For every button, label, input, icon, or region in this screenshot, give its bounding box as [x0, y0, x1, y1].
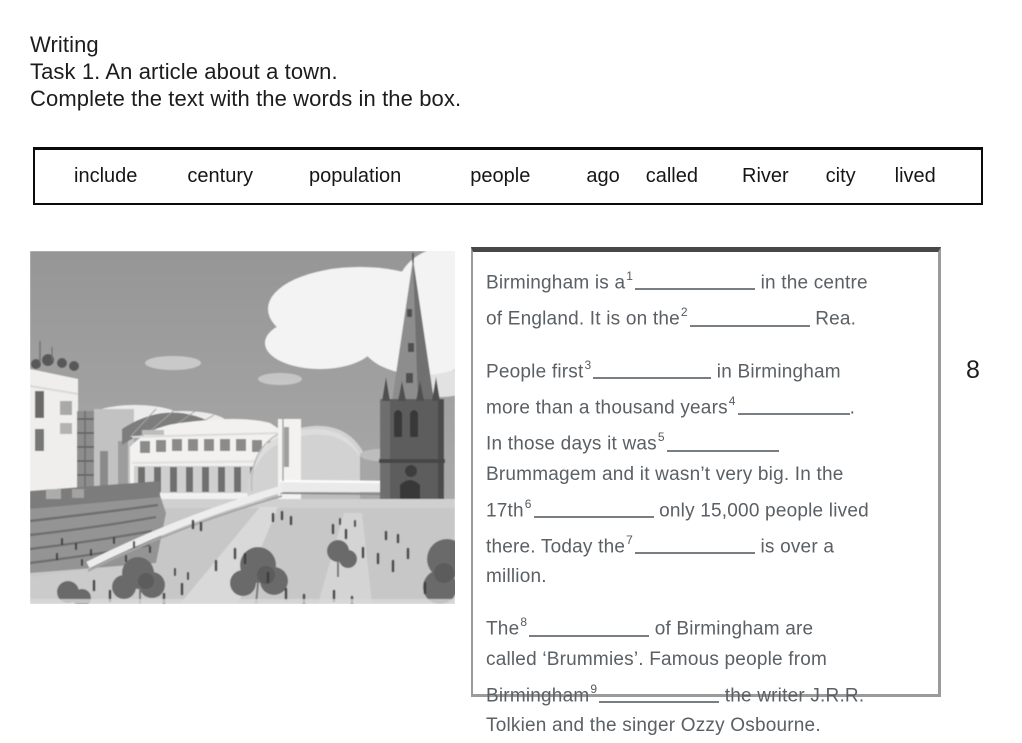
- passage-text: of Birmingham are: [649, 618, 814, 640]
- passage-text: the writer J.R.R.: [719, 684, 865, 706]
- passage-text: only 15,000 people lived: [653, 499, 869, 521]
- passage-line: [486, 711, 928, 741]
- paragraph-gap: [486, 592, 928, 608]
- blank-number: 5: [657, 430, 665, 445]
- passage-line: [486, 490, 928, 526]
- passage-text: .: [849, 397, 856, 419]
- blank-number: 3: [584, 357, 592, 372]
- passage-line: [486, 423, 928, 459]
- blank-number: 8: [520, 615, 528, 630]
- blank-5[interactable]: [667, 438, 779, 452]
- blank-8[interactable]: [529, 623, 649, 637]
- city-photo-illustration: [30, 251, 455, 604]
- passage-text: there. Today the: [486, 536, 626, 558]
- birmingham-city-photo: [30, 251, 455, 604]
- blank-2[interactable]: [690, 313, 810, 327]
- passage: [486, 262, 928, 741]
- worksheet-header: [30, 31, 461, 112]
- passage-line: [486, 460, 928, 490]
- passage-text: called ‘Brummies’. Famous people from: [486, 648, 828, 670]
- gap-fill-passage-panel: [471, 247, 941, 736]
- score-badge: 8: [966, 356, 980, 384]
- page-title: Writing: [30, 32, 99, 57]
- passage-line: [486, 298, 928, 334]
- word-bank-box: [33, 147, 983, 205]
- passage-line: [486, 387, 928, 423]
- passage-text: In those days it was: [486, 433, 657, 455]
- word-option[interactable]: called: [645, 165, 698, 187]
- blank-1[interactable]: [635, 276, 755, 290]
- blank-number: 7: [626, 532, 633, 547]
- passage-text: Brummagem and it wasn’t very big. In the: [486, 463, 844, 485]
- paragraph-gap: [486, 335, 928, 351]
- passage-text: Birmingham: [486, 684, 590, 706]
- passage-text: Rea.: [809, 308, 857, 330]
- passage-line: [486, 262, 928, 298]
- passage-line: [486, 526, 928, 562]
- blank-7[interactable]: [635, 540, 755, 554]
- word-option[interactable]: lived: [894, 165, 936, 187]
- blank-6[interactable]: [534, 504, 654, 518]
- word-option[interactable]: city: [825, 165, 856, 187]
- passage-text: People first: [486, 360, 584, 382]
- passage-text: of England. It is on the: [486, 308, 680, 330]
- blank-number: 6: [524, 496, 532, 511]
- blank-number: 2: [680, 305, 688, 320]
- passage-line: [486, 351, 928, 387]
- passage-text: Tolkien and the singer Ozzy Osbourne.: [486, 714, 821, 736]
- passage-line: [486, 675, 928, 711]
- word-option[interactable]: ago: [586, 165, 620, 187]
- passage-line: [486, 645, 928, 675]
- window-row: [140, 439, 278, 453]
- word-option[interactable]: century: [187, 165, 253, 187]
- left-building: [30, 339, 79, 501]
- passage-text: in the centre: [755, 272, 868, 294]
- blank-3[interactable]: [593, 365, 711, 379]
- passage-text: Birmingham is a: [486, 272, 626, 294]
- blank-9[interactable]: [599, 689, 719, 703]
- passage-text: in Birmingham: [711, 360, 841, 382]
- passage-line: [486, 608, 928, 644]
- word-option[interactable]: people: [470, 165, 531, 187]
- passage-text: million.: [486, 566, 547, 588]
- word-option[interactable]: population: [308, 165, 402, 187]
- passage-text: 17th: [486, 499, 524, 521]
- passage-text: The: [486, 618, 520, 640]
- task-instruction: Complete the text with the words in the box.: [30, 86, 462, 111]
- word-option[interactable]: River: [742, 165, 789, 187]
- blank-number: 4: [728, 393, 736, 408]
- blank-number: 1: [626, 269, 634, 283]
- blank-number: 9: [590, 681, 598, 696]
- task-title: Task 1. An article about a town.: [30, 59, 338, 84]
- blank-4[interactable]: [738, 401, 850, 415]
- passage-text: more than a thousand years: [486, 397, 728, 419]
- passage-text: is over a: [755, 536, 835, 558]
- passage-line: [486, 562, 928, 592]
- word-option[interactable]: include: [74, 165, 138, 187]
